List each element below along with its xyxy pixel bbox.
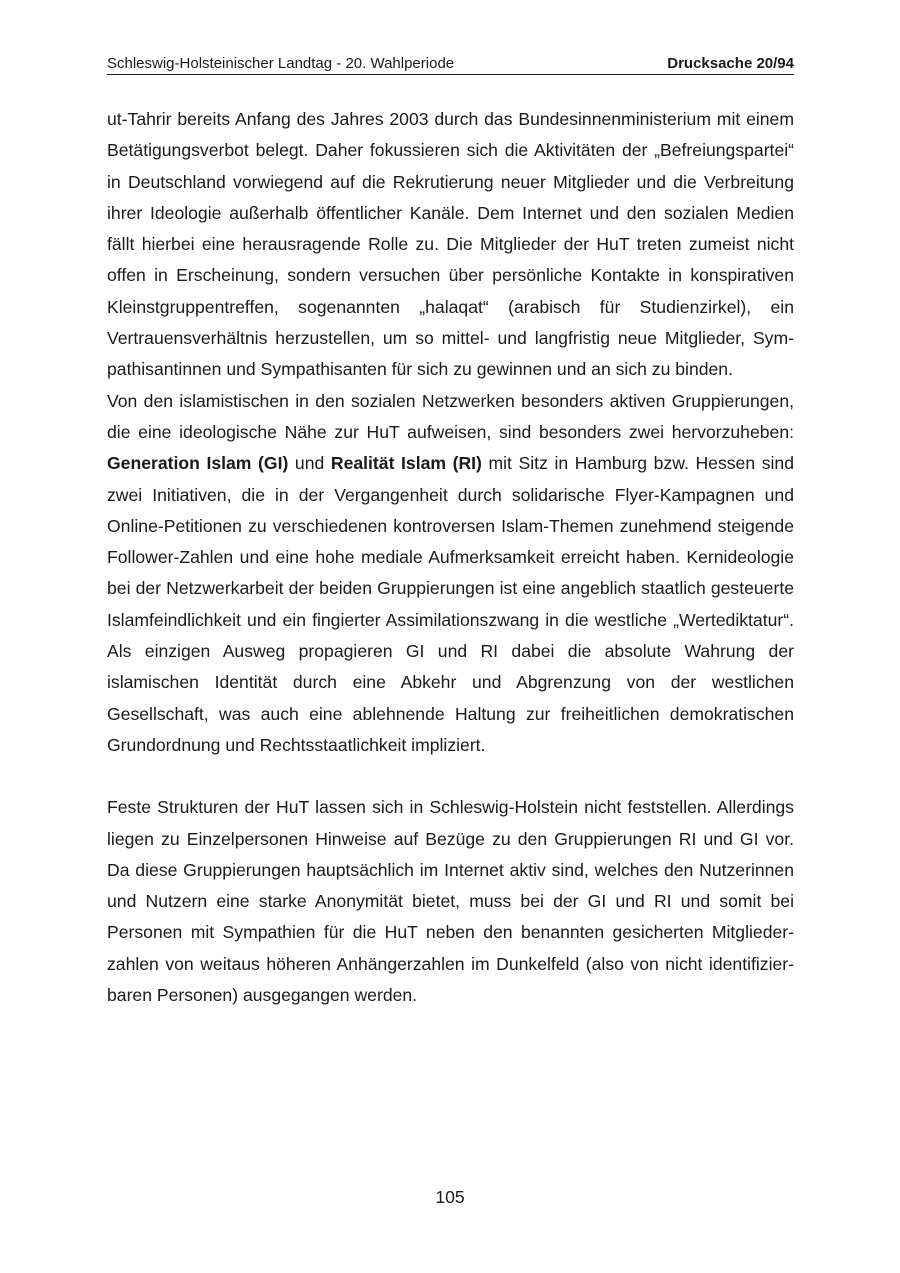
paragraph-2-intro: Von den islamistischen in den sozialen Netzwerken besonders aktiven Gruppierungen, die eine ideologische Nähe zur HuT aufweisen, sind besonders zwei hervorzuheben: — [107, 390, 794, 442]
document-number: Drucksache 20/94 — [667, 55, 794, 72]
term-generation-islam: Generation Islam (GI) — [107, 453, 289, 474]
page-header — [107, 54, 794, 75]
page-number: 105 — [435, 1187, 465, 1207]
document-body — [107, 104, 794, 1011]
paragraph-3: Feste Strukturen der HuT lassen sich in Schleswig-Holstein nicht feststellen. Allerdings liegen zu Einzelpersonen Hinweise auf Bezüge zu den Gruppierungen RI und GI vor. Da diese Gruppierungen hauptsächlich im Internet aktiv sind, welches den Nutzerinnen und Nutzern eine starke Anonymität bietet, muss bei der GI und RI und somit bei Personen mit Sympathien für die HuT neben den benannten gesicherten Mitgliederzahlen von weitaus höheren Anhängerzahlen im Dunkelfeld (also von nicht identifizierbaren Personen) ausgegangen werden. — [107, 797, 794, 1006]
paragraph-2-conjunction: und — [288, 453, 331, 474]
paragraph-1: ut-Tahrir bereits Anfang des Jahres 2003 durch das Bundesinnenministerium mit einem Betätigungsverbot belegt. Daher fokussieren sich die Aktivitäten der „Befreiungspartei“ in Deutschland vorwiegend auf die Rekrutierung neuer Mitglieder und die Verbreitung ihrer Ideologie außerhalb öffentlicher Kanäle. Dem Internet und den sozialen Medien fällt hierbei eine herausragende Rolle zu. Die Mitglieder der HuT treten zumeist nicht offen in Erscheinung, sondern versuchen über persönliche Kontakte in konspirativen Kleinstgruppentreffen, sogenannten „halaqat“ (arabisch für Studienzirkel), ein Vertrauensverhältnis herzustellen, um so mittel- und langfristig neue Mitglieder, Sympathisantinnen und Sympathisanten für sich zu gewinnen und an sich zu binden. — [107, 109, 794, 380]
paragraph-2-rest: mit Sitz in Hamburg bzw. Hessen sind zwei Initiativen, die in der Vergangenheit durch solidarische Flyer-Kampagnen und Online-Petitionen zu verschiedenen kontroversen Islam-Themen zunehmend steigende Follower-Zahlen und eine hohe mediale Aufmerksamkeit erreicht haben. Kernideologie bei der Netzwerkarbeit der beiden Gruppierungen ist eine angeblich staatlich gesteuerte Islamfeindlichkeit und ein fingierter Assimilationszwang in die westliche „Wertediktatur“. Als einzigen Ausweg propagieren GI und RI dabei die absolute Wahrung der islamischen Identität durch eine Abkehr und Abgrenzung von der westlichen Gesellschaft, was auch eine ablehnende Haltung zur freiheitlichen demokratischen Grundordnung und Rechtsstaatlichkeit impliziert. — [107, 453, 794, 755]
term-realitaet-islam: Realität Islam (RI) — [330, 453, 482, 474]
header-title: Schleswig-Holsteinischer Landtag - 20. Wahlperiode — [107, 55, 455, 72]
paragraph-2 — [107, 386, 794, 762]
